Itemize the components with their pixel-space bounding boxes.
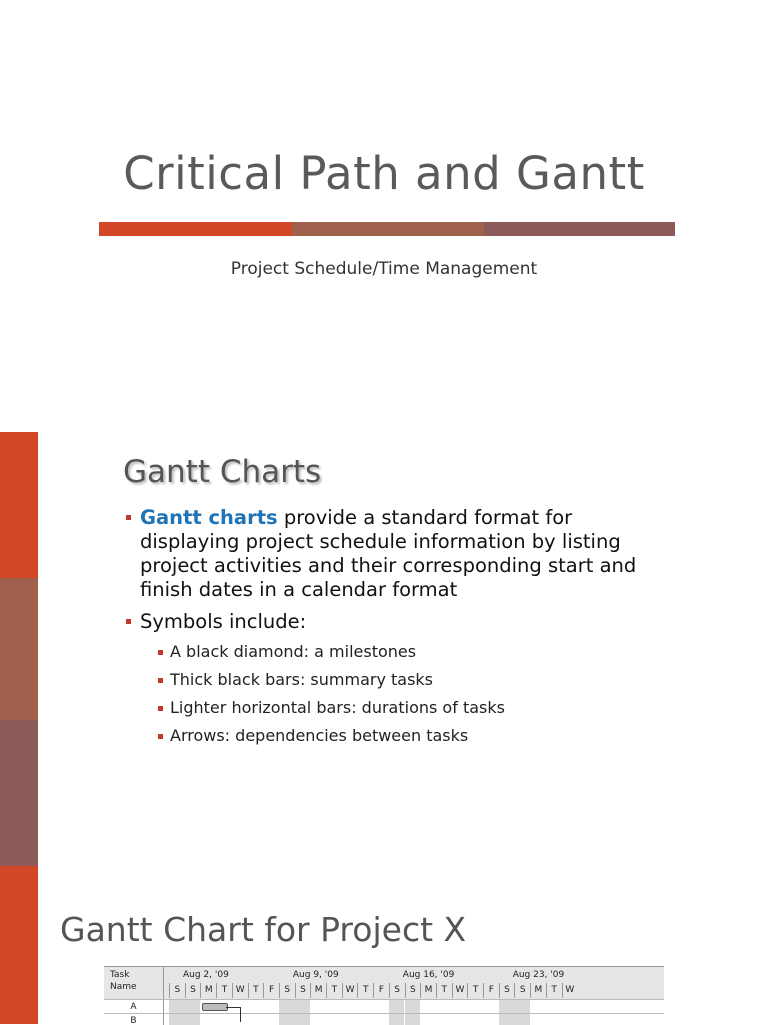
day-header: F <box>263 983 279 998</box>
day-header: S <box>389 983 405 998</box>
weekend-column <box>185 999 201 1025</box>
day-header: T <box>216 983 232 998</box>
day-header: S <box>499 983 515 998</box>
day-header: S <box>405 983 421 998</box>
sub-bullet-durations <box>126 698 646 718</box>
side-strip-3 <box>0 720 38 866</box>
dependency-arrow <box>226 1007 241 1022</box>
week-header: Aug 2, '09 <box>183 970 229 980</box>
sub-bullet-summary <box>126 670 646 690</box>
day-header: S <box>169 983 185 998</box>
day-header: F <box>483 983 499 998</box>
bullet-marker <box>158 734 163 739</box>
day-header: W <box>452 983 468 998</box>
weekend-column <box>169 999 185 1025</box>
weekend-column <box>295 999 311 1025</box>
weekend-column <box>279 999 295 1025</box>
gantt-charts-heading: Gantt Charts <box>123 454 322 490</box>
title-accent-bar-3 <box>484 222 675 236</box>
gantt-project-x-heading: Gantt Chart for Project X <box>60 910 467 949</box>
bullet-gantt-definition <box>126 506 646 602</box>
day-header: T <box>436 983 452 998</box>
day-header: S <box>295 983 311 998</box>
weekend-column <box>405 999 421 1025</box>
day-header: T <box>357 983 373 998</box>
sub-bullet-text: Lighter horizontal bars: durations of tasks <box>170 698 505 717</box>
task-duration-bar <box>202 1003 228 1011</box>
week-header: Aug 16, '09 <box>402 970 455 980</box>
gantt-task-header <box>104 967 164 999</box>
gantt-charts-keyword: Gantt charts <box>140 506 278 529</box>
day-header: W <box>342 983 358 998</box>
day-header: W <box>562 983 578 998</box>
row-divider <box>104 999 664 1000</box>
day-header: T <box>467 983 483 998</box>
slide-title: Critical Path and Gantt <box>123 147 645 200</box>
bullet-marker <box>126 515 131 520</box>
bullet-list <box>126 506 646 754</box>
task-header-line2: Name <box>110 982 137 992</box>
title-accent-bar-2 <box>292 222 484 236</box>
side-strip-4 <box>0 866 38 1024</box>
week-header: Aug 23, '09 <box>512 970 565 980</box>
slide-subtitle: Project Schedule/Time Management <box>230 259 538 279</box>
day-header: M <box>200 983 216 998</box>
bullet-symbols <box>126 610 646 634</box>
bullet-marker <box>158 678 163 683</box>
sub-bullet-text: A black diamond: a milestones <box>170 642 417 661</box>
day-header: M <box>310 983 326 998</box>
weekend-column <box>514 999 530 1025</box>
sub-bullet-milestone <box>126 642 646 662</box>
weekend-column <box>389 999 405 1025</box>
weekend-column <box>499 999 515 1025</box>
day-header: T <box>546 983 562 998</box>
day-header: S <box>185 983 201 998</box>
row-divider <box>104 1013 664 1014</box>
sub-bullet-text: Thick black bars: summary tasks <box>170 670 434 689</box>
side-strip-1 <box>0 432 38 578</box>
day-header: W <box>232 983 248 998</box>
bullet-text: provide a standard format for displaying project schedule information by listing project activities and their corresponding start and finish dates in a calendar format <box>140 506 637 601</box>
day-header: T <box>248 983 264 998</box>
day-header: F <box>373 983 389 998</box>
task-name-cell: B <box>104 1014 164 1025</box>
day-header: S <box>279 983 295 998</box>
bullet-marker <box>158 650 163 655</box>
week-header: Aug 9, '09 <box>292 970 339 980</box>
day-header: S <box>514 983 530 998</box>
title-accent-bar-1 <box>99 222 292 236</box>
bullet-marker <box>158 706 163 711</box>
side-strip-2 <box>0 578 38 720</box>
day-header: M <box>420 983 436 998</box>
task-header-line1: Task <box>110 970 130 980</box>
gantt-chart <box>104 966 664 1025</box>
sub-bullet-text: Arrows: dependencies between tasks <box>170 726 469 745</box>
bullet-text: Symbols include: <box>140 610 307 633</box>
day-header: T <box>326 983 342 998</box>
task-name-cell: A <box>104 1000 164 1014</box>
sub-bullet-arrows <box>126 726 646 746</box>
day-header: M <box>530 983 546 998</box>
bullet-marker <box>126 619 131 624</box>
